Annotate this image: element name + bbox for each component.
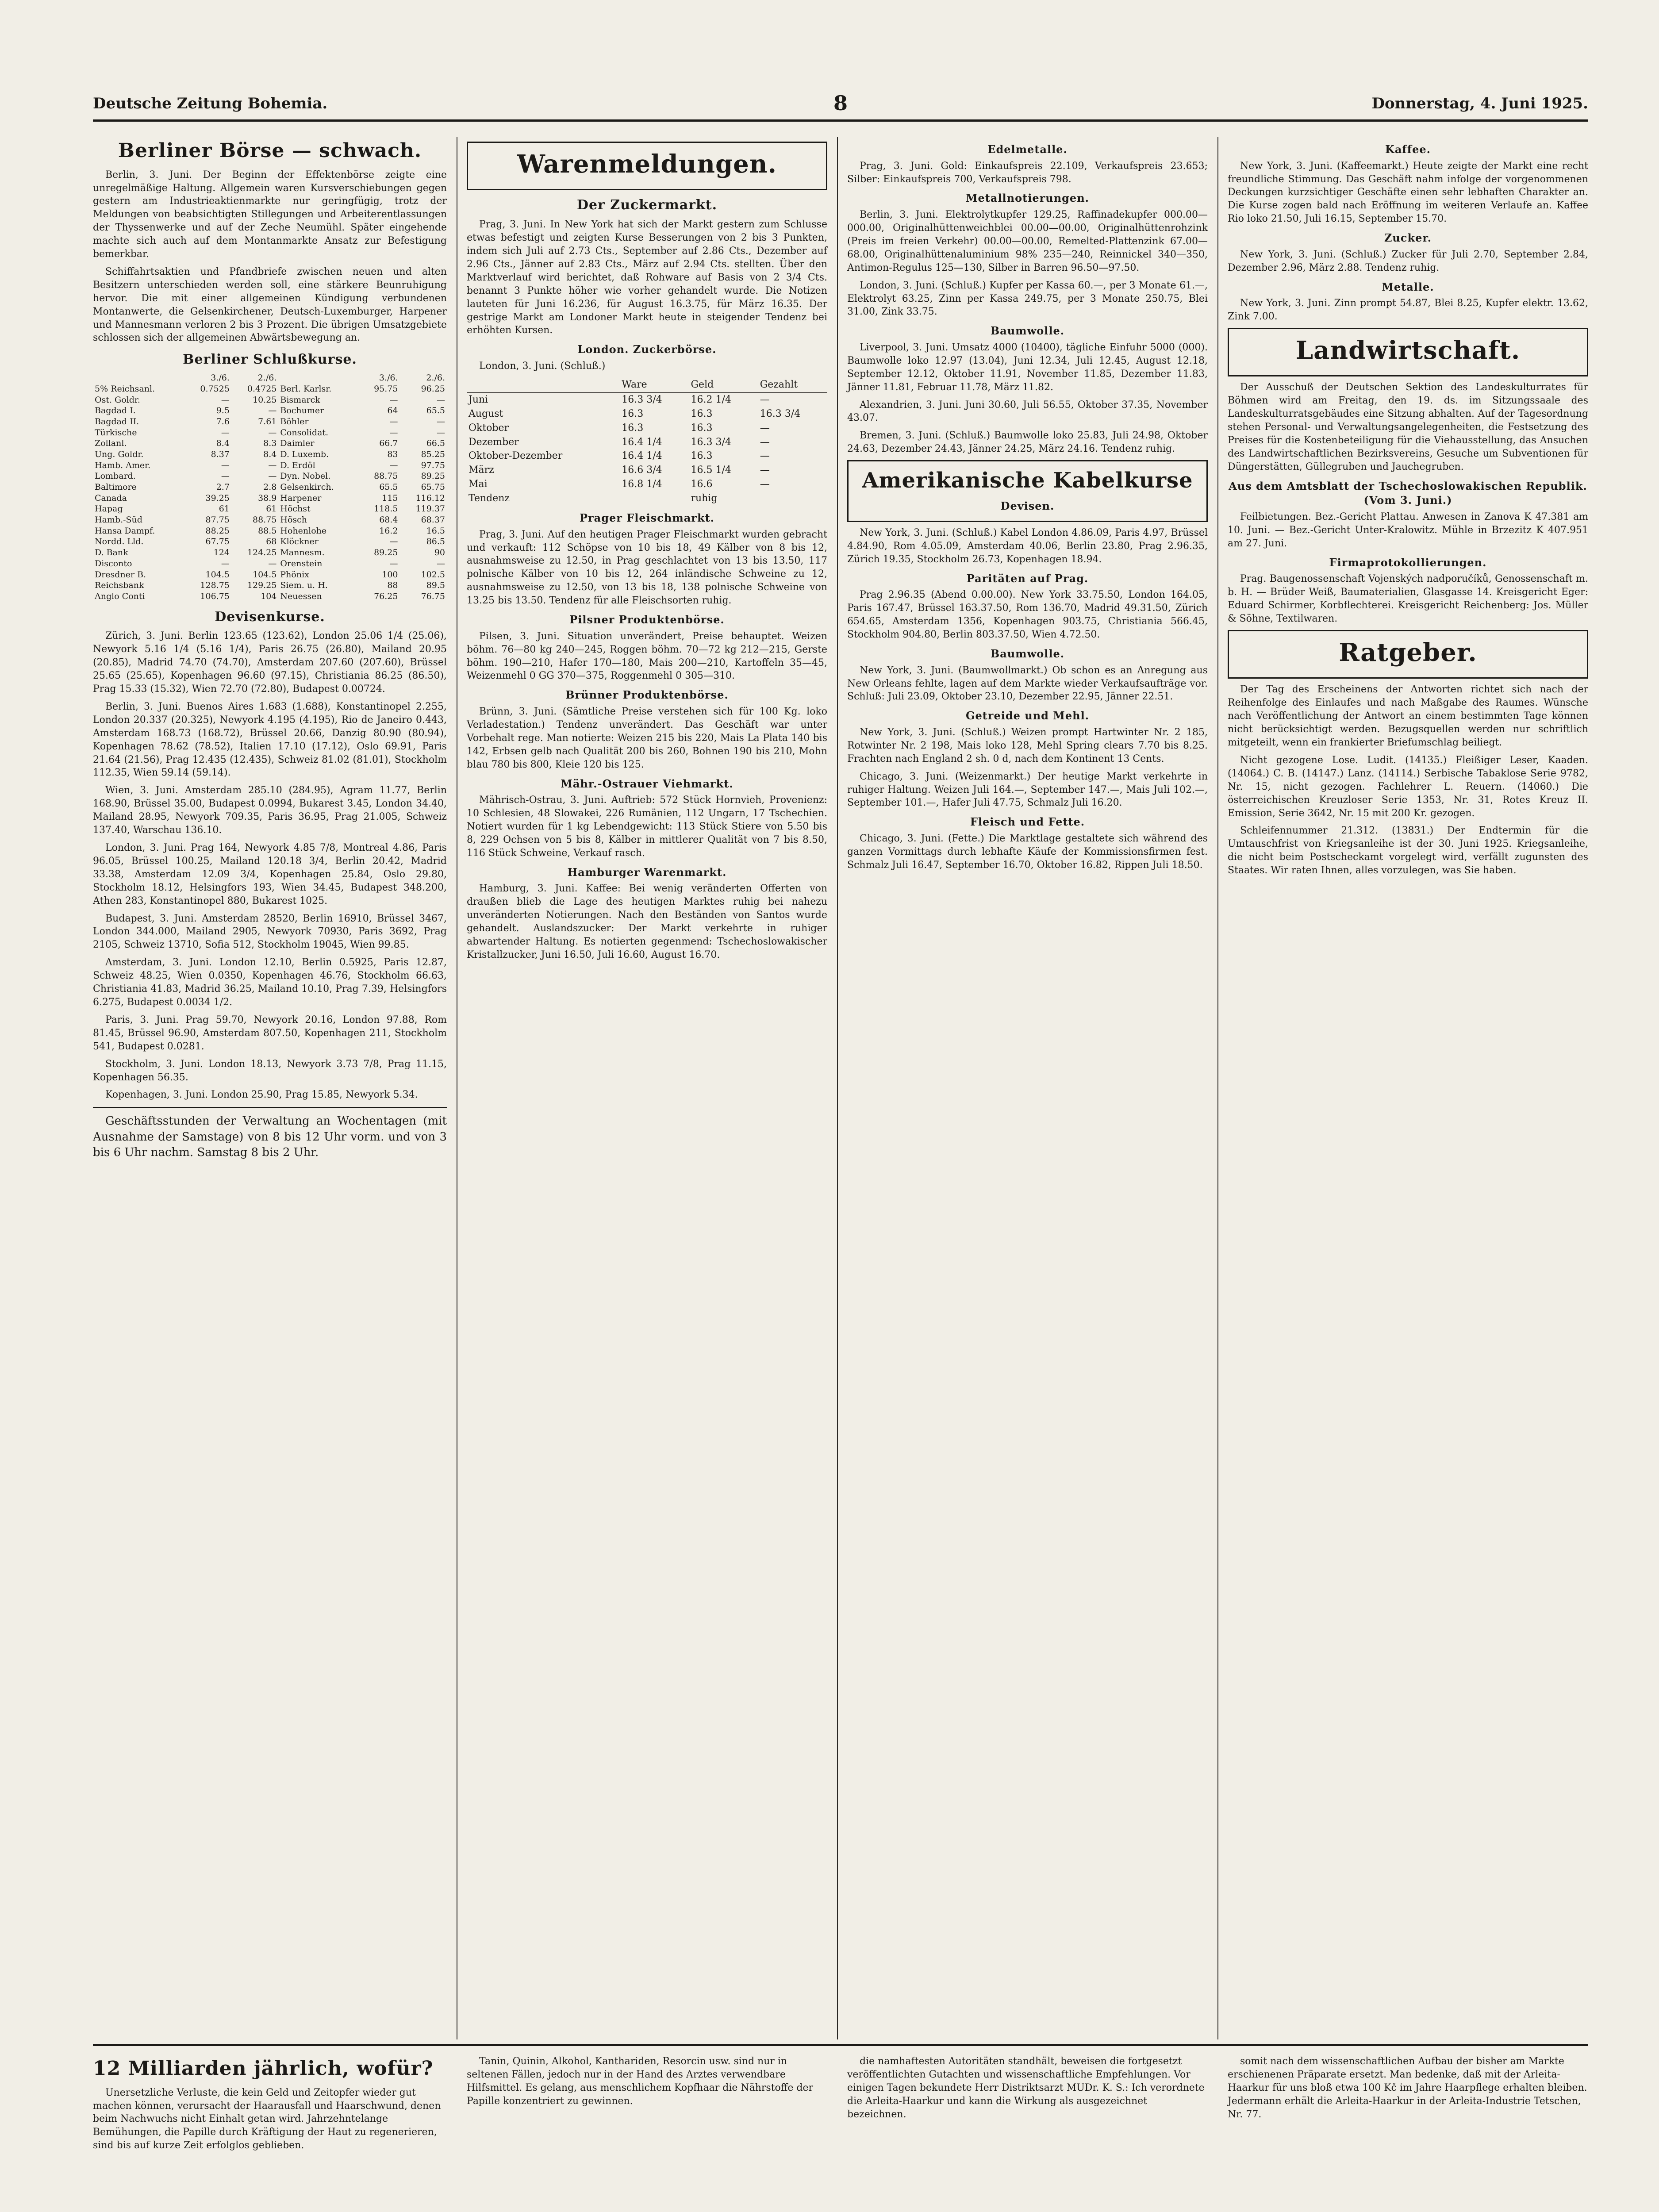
table-cell: Hösch bbox=[280, 515, 307, 525]
table-cell: 16.6 bbox=[691, 479, 713, 490]
table-cell: 124 bbox=[213, 548, 230, 558]
table-cell: 89.25 bbox=[374, 548, 398, 558]
table-row bbox=[93, 503, 447, 515]
table-cell: Juni bbox=[469, 394, 488, 405]
cotton-liverpool: Liverpool, 3. Juni. Umsatz 4000 (10400), tägliche Einfuhr 5000 (000). Baumwolle loko 12.97 (13.04), Juni 12.34, Juli 12.45, August 12.18, September 12.12, Oktober 11.91, November 11.85, Dezember 11.83, Jänner 11.81, Februar 11.78, März 11.82. bbox=[847, 342, 1208, 393]
table-cell: Klöckner bbox=[280, 537, 319, 547]
brno-report: Brünn, 3. Juni. (Sämtliche Preise verstehen sich für 100 Kg. loko Verladestation.) Tendenz unverändert. Das Geschäft war unter Vorbehalt rege. Man notierte: Weizen 215 bis 220, Mais La Plata 140 bis 142, Erbsen gelb nach Qualität 200 bis 260, Bohnen 190 bis 210, Mohn blau 780 bis 800, Kleie 120 bis 125. bbox=[467, 706, 827, 770]
table-cell: Böhler bbox=[280, 416, 309, 426]
table-header: Ware bbox=[620, 377, 689, 392]
table-cell: 95.75 bbox=[374, 384, 398, 394]
meat-fats-heading: Fleisch und Fette. bbox=[970, 815, 1085, 829]
table-cell: 115 bbox=[382, 493, 398, 503]
table-cell: Lombard. bbox=[95, 471, 136, 481]
table-cell: Bagdad I. bbox=[95, 406, 136, 416]
advice-intro: Der Tag des Erscheinens der Antworten richtet sich nach der Reihenfolge des Einlaufes und nach Maßgabe des Raumes. Wünsche nach Veröffentlichung der Antwort an einem bestimmten Tage können nicht berücksichtigt werden. Bezugsquellen werden nur schriftlich mitgeteilt, wenn ein frankierter Briefumschlag beiliegt. bbox=[1228, 684, 1588, 748]
table-cell: — bbox=[760, 436, 770, 448]
table-cell: — bbox=[437, 558, 445, 568]
table-cell: — bbox=[389, 416, 398, 426]
table-cell: — bbox=[389, 537, 398, 547]
official-gazette-heading: Aus dem Amtsblatt der Tschechoslowakischen Republik. (Vom 3. Juni.) bbox=[1229, 479, 1587, 507]
table-cell: — bbox=[437, 416, 445, 426]
column-agriculture-advice bbox=[1228, 137, 1588, 882]
table-row bbox=[467, 463, 827, 477]
firm-registrations-report: Prag. Baugenossenschaft Vojenských nadporučíků, Genossenschaft m. b. H. — Brüder Weiß, Baumaterialien, Glasgasse 14. Kreisgericht Eger: Eduard Schirmer, Korbflechterei. Kreisgericht Reichenberg: Jos. Müller & Söhne, Textilwaren. bbox=[1228, 573, 1588, 625]
table-cell: Siem. u. H. bbox=[280, 580, 328, 591]
table-cell: Höchst bbox=[280, 504, 311, 514]
advice-war-loan: Schleifennummer 21.312. (13831.) Der Endtermin für die Umtauschfrist von Kriegsanleihe ist der 30. Juni 1925. Kriegsanleihe, die nicht beim Postscheckamt vorgelegt wird, verfällt zugunsten des Staates. Wir raten Ihnen, alles vorzulegen, was Sie haben. bbox=[1228, 825, 1588, 876]
table-cell: 38.9 bbox=[258, 493, 277, 503]
table-cell: 88.5 bbox=[258, 526, 277, 536]
table-cell: 16.3 3/4 bbox=[622, 394, 662, 405]
table-cell: 67.75 bbox=[205, 537, 230, 547]
table-cell: 16.5 1/4 bbox=[691, 465, 731, 476]
table-cell: Oktober bbox=[469, 422, 509, 434]
table-cell: — bbox=[437, 395, 445, 405]
ad-column-3 bbox=[847, 2055, 1208, 2126]
table-cell bbox=[620, 492, 689, 506]
masthead-title: Deutsche Zeitung Bohemia. bbox=[93, 95, 328, 112]
table-cell: Dresdner B. bbox=[95, 569, 146, 580]
devisen-london: London, 3. Juni. Prag 164, Newyork 4.85 7/8, Montreal 4.86, Paris 96.05, Brüssel 100.25, Mailand 120.18 3/4, Berlin 20.42, Madrid 33.38, Amsterdam 12.09 3/4, Kopenhagen 25.84, Oslo 29.80, Stockholm 18.12, Helsingfors 193, Wien 34.45, Budapest 348.200, Athen 283, Konstantinopel 880, Bukarest 1025. bbox=[93, 842, 447, 906]
coffee-report: New York, 3. Juni. (Kaffeemarkt.) Heute zeigte der Markt eine recht freundliche Stimmung. Das Geschäft nahm infolge der vorgenommenen Deckungen kurzsichtiger Geschäfte einen sehr lebhaften Charakter an. Die Kurse zogen bald nach Eröffnung im weiteren Verlaufe an. Kaffee Rio loko 21.50, Juli 16.15, September 15.70. bbox=[1228, 160, 1588, 225]
coffee-heading: Kaffee. bbox=[1385, 143, 1431, 156]
table-row bbox=[93, 547, 447, 558]
column-rule bbox=[837, 137, 838, 2039]
ad-column-1 bbox=[93, 2055, 447, 2157]
table-cell: Tendenz bbox=[469, 493, 510, 504]
agriculture-headline: Landwirtschaft. bbox=[1295, 336, 1521, 365]
table-cell: 68.37 bbox=[421, 515, 445, 525]
ad-text-1: Unersetzliche Verluste, die kein Geld und Zeitopfer wieder gut machen können, verursacht der Haarausfall und Haarschwund, denen beim Nachwuchs nicht Einhalt getan wird. Jahrzehntelange Bemühungen, die Papille durch Kräftigung der Haut zu regenerieren, sind bis auf kurze Zeit erfolglos geblieben. bbox=[93, 2087, 441, 2151]
table-cell: 16.4 1/4 bbox=[622, 436, 662, 448]
table-cell: Phönix bbox=[280, 569, 309, 580]
american-cables-report: New York, 3. Juni. (Schluß.) Kabel London 4.86.09, Paris 4.97, Brüssel 4.84.90, Rom 4.05.09, Amsterdam 40.06, Berlin 23.80, Prag 2.96.35, Zürich 19.35, Stockholm 26.73, Kopenhagen 18.94. bbox=[847, 527, 1208, 565]
table-row bbox=[467, 477, 827, 492]
ostrau-report: Mährisch-Ostrau, 3. Juni. Auftrieb: 572 Stück Hornvieh, Provenienz: 10 Schlesien, 48 Slowakei, 226 Rumänien, 112 Ungarn, 17 Tschechien. Notiert wurden für 1 kg Lebendgewicht: 113 Stück Stiere von 5.50 bis 8, 229 Ochsen von 5 bis 8, Kälber in mittlerer Qualität von 7 bis 8.50, 116 Stück Schweine, Verkauf rasch. bbox=[467, 795, 827, 859]
table-cell: ruhig bbox=[691, 493, 718, 504]
table-cell: Harpener bbox=[280, 493, 322, 503]
table-cell: 116.12 bbox=[415, 493, 445, 503]
table-cell: — bbox=[389, 558, 398, 568]
devisen-berlin: Berlin, 3. Juni. Buenos Aires 1.683 (1.688), Konstantinopel 2.255, London 20.337 (20.325), Newyork 4.195 (4.195), Rio de Janeiro 0.443, Amsterdam 168.73 (168.72), Brüssel 20.66, Danzig 80.90 (80.94), Kopenhagen 78.62 (78.52), Italien 17.10 (17.12), Oslo 69.91, Paris 21.64 (21.56), Prag 12.435 (12.435), Schweiz 81.02 (81.01), Stockholm 112.35, Wien 59.14 (59.14). bbox=[93, 701, 447, 779]
table-cell: 66.5 bbox=[426, 438, 445, 449]
table-cell: — bbox=[389, 460, 398, 470]
grain-heading: Getreide und Mehl. bbox=[965, 709, 1090, 722]
ad-text-3: die namhaftesten Autoritäten standhält, beweisen die fortgesetzt veröffentlichten Gutachten und wissenschaftliche Empfehlungen. Vor einigen Tagen bekundete Herr Distriktsarzt MUDr. K. S.: Ich verordnete die Arleita-Haarkur und kann die Wirkung als ausgezeichnet bezeichnen. bbox=[847, 2056, 1205, 2120]
ad-column-2 bbox=[467, 2055, 827, 2112]
berlin-report: Berlin, 3. Juni. Der Beginn der Effektenbörse zeigte eine unregelmäßige Haltung. Allgemein waren Kursverschiebungen gegen gestern am Industrieaktienmarkte nur geringfügig, trotz der Meldungen von beabsichtigten Stillegungen und Arbeiterentlassungen der Thyssenwerke und auf der Zeche Neumühl. Später eingehende machte sich auch auf dem Montanmarkte Ansatz zur Befestigung bemerkbar. bbox=[93, 169, 447, 260]
table-cell: — bbox=[268, 460, 277, 470]
advice-headline: Ratgeber. bbox=[1339, 637, 1477, 667]
table-cell: 2.8 bbox=[263, 482, 277, 492]
ostrau-heading: Mähr.-Ostrauer Viehmarkt. bbox=[561, 777, 733, 790]
table-header bbox=[93, 373, 184, 384]
table-cell: 8.4 bbox=[216, 438, 230, 449]
column-metals-cotton bbox=[847, 137, 1208, 876]
table-row bbox=[93, 427, 447, 438]
table-cell: 87.75 bbox=[205, 515, 230, 525]
grain-chicago-report: Chicago, 3. Juni. (Weizenmarkt.) Der heutige Markt verkehrte in ruhiger Haltung. Weizen Juli 164.—, September 147.—, Mais Juli 102.—, September 101.—, Hafer Juli 47.75, Schmalz Juli 16.20. bbox=[847, 771, 1208, 809]
table-cell: — bbox=[221, 558, 230, 568]
table-cell: D. Erdöl bbox=[280, 460, 315, 470]
table-cell: Hamb. Amer. bbox=[95, 460, 151, 470]
table-cell: Daimler bbox=[280, 438, 315, 449]
ad-headline: 12 Milliarden jährlich, wofür? bbox=[93, 2057, 434, 2080]
table-cell: 65.5 bbox=[379, 482, 398, 492]
table-row bbox=[93, 526, 447, 537]
table-cell: Baltimore bbox=[95, 482, 137, 492]
table-cell: 16.3 bbox=[691, 408, 713, 419]
advice-lottery: Nicht gezogene Lose. Ludit. (14135.) Fleißiger Leser, Kaaden. (14064.) C. B. (14147.) Lanz. (14114.) Serbische Tabaklose Serie 9782, Nr. 15, nicht gezogen. Fachlehrer L. Reuern. (14060.) Die österreichischen Kreuzloser Serie 1353, Nr. 31, Rotes Kreuz II. Emission, Serie 3642, Nr. 15 mit 200 Kr. gezogen. bbox=[1228, 754, 1588, 819]
table-cell: 97.75 bbox=[421, 460, 445, 470]
table-row bbox=[93, 569, 447, 580]
column-commodities bbox=[467, 137, 827, 966]
table-cell: Consolidat. bbox=[280, 427, 329, 438]
table-header: 3./6. bbox=[379, 373, 398, 383]
table-cell: 104 bbox=[261, 591, 277, 601]
table-cell: — bbox=[760, 422, 770, 434]
table-cell: 96.25 bbox=[421, 384, 445, 394]
devisen-amsterdam: Amsterdam, 3. Juni. London 12.10, Berlin 0.5925, Paris 12.87, Schweiz 48.25, Wien 0.0350, Kopenhagen 46.76, Stockholm 66.63, Christiania 41.83, Madrid 36.25, Mailand 10.10, Prag 7.39, Helsingfors 6.275, Budapest 0.0034 1/2. bbox=[93, 957, 447, 1008]
table-cell: 65.75 bbox=[421, 482, 445, 492]
table-row bbox=[93, 558, 447, 569]
advice-headline-box bbox=[1228, 630, 1588, 679]
ad-text-4: somit nach dem wissenschaftlichen Aufbau der bisher am Markte erschienenen Präparate ersetzt. Man bedenke, daß mit der Arleita-Haarkur für uns bloß etwa 100 Kč im Jahre Haarpflege erhalten bleiben. Jedermann erhält die Arleita-Haarkur in der Arleita-Industrie Tetschen, Nr. 77. bbox=[1228, 2056, 1587, 2120]
table-cell: Disconto bbox=[95, 558, 132, 568]
precious-metals-heading: Edelmetalle. bbox=[987, 143, 1068, 156]
table-cell: 76.25 bbox=[374, 591, 398, 601]
table-cell: 104.5 bbox=[252, 569, 277, 580]
masthead bbox=[93, 88, 1588, 122]
table-header: Gezahlt bbox=[758, 377, 827, 392]
sugar-market-report: Prag, 3. Juni. In New York hat sich der Markt gestern zum Schlusse etwas befestigt und zeigten Kurse Besserungen von 2 bis 3 Punkten, indem sich Juli auf 2.73 Cts., September auf 2.86 Cts., Dezember auf 2.96 Cts., Jänner auf 2.83 Cts., März auf 2.94 Cts. stellten. Über den Marktverlauf wird berichtet, daß Rohware auf Basis von 2 3/4 Cts. benannt 3 Punkte höher wie vorher gehandelt wurde. Die Notizen lauteten für Juni 16.236, für August 16.3.75, für März 16.35. Der gestrige Markt am Londoner Markt heute in steigender Tendenz bei erhöhten Kursen. bbox=[467, 219, 827, 336]
table-cell: — bbox=[221, 460, 230, 470]
table-cell bbox=[758, 492, 827, 506]
table-cell: 124.25 bbox=[247, 548, 277, 558]
table-cell: 65.5 bbox=[426, 406, 445, 416]
sugar-market-heading: Der Zuckermarkt. bbox=[576, 197, 718, 213]
table-cell: 16.3 3/4 bbox=[691, 436, 731, 448]
table-cell: Bismarck bbox=[280, 395, 320, 405]
table-cell: Orenstein bbox=[280, 558, 323, 568]
table-header bbox=[278, 373, 360, 384]
table-cell: — bbox=[389, 427, 398, 438]
table-cell: — bbox=[268, 471, 277, 481]
table-cell: — bbox=[268, 427, 277, 438]
table-cell: 8.3 bbox=[263, 438, 277, 449]
table-cell: — bbox=[760, 450, 770, 462]
devisen-heading: Devisenkurse. bbox=[215, 609, 325, 625]
table-cell: Gelsenkirch. bbox=[280, 482, 334, 492]
cotton-alexandria: Alexandrien, 3. Juni. Juni 30.60, Juli 56.55, Oktober 37.35, November 43.07. bbox=[847, 399, 1208, 424]
table-cell: 0.4725 bbox=[247, 384, 277, 394]
table-header: 2./6. bbox=[426, 373, 445, 383]
firm-registrations-heading: Firmaprotokollierungen. bbox=[1329, 556, 1487, 569]
table-cell: 61 bbox=[266, 504, 277, 514]
pilsen-report: Pilsen, 3. Juni. Situation unverändert, Preise behauptet. Weizen böhm. 76—80 kg 240—245, Roggen böhm. 70—72 kg 212—215, Gerste böhm. 190—210, Hafer 170—180, Mais 200—210, Kartoffeln 35—45, Weizenmehl 0 GG 370—375, Roggenmehl 0 305—310. bbox=[467, 630, 827, 682]
cotton-heading: Baumwolle. bbox=[990, 324, 1065, 338]
table-cell: 8.4 bbox=[263, 449, 277, 459]
sugar-ny-report: New York, 3. Juni. (Schluß.) Zucker für Juli 2.70, September 2.84, Dezember 2.96, März 2.88. Tendenz ruhig. bbox=[1228, 249, 1588, 273]
official-gazette-report: Feilbietungen. Bez.-Gericht Plattau. Anwesen in Zanova K 47.381 am 10. Juni. — Bez.-Gericht Unter-Kralowitz. Mühle in Brzezitz K 407.951 am 27. Juni. bbox=[1228, 511, 1588, 549]
table-cell: 66.7 bbox=[379, 438, 398, 449]
table-row bbox=[93, 438, 447, 449]
table-cell: Ung. Goldr. bbox=[95, 449, 144, 459]
closing-rates-table bbox=[93, 373, 447, 602]
table-cell: 64 bbox=[387, 406, 398, 416]
table-cell: 39.25 bbox=[205, 493, 230, 503]
table-cell: Oktober-Dezember bbox=[469, 450, 563, 462]
table-cell: 5% Reichsanl. bbox=[95, 384, 155, 394]
table-cell: 16.6 3/4 bbox=[622, 465, 662, 476]
table-cell: Hohenlohe bbox=[280, 526, 327, 536]
table-header: 2./6. bbox=[257, 373, 277, 383]
prague-parity-heading: Paritäten auf Prag. bbox=[966, 572, 1089, 585]
table-cell: 128.75 bbox=[200, 580, 230, 591]
meat-market-heading: Prager Fleischmarkt. bbox=[579, 511, 715, 525]
table-cell: 88.25 bbox=[205, 526, 230, 536]
table-row bbox=[93, 482, 447, 493]
page-number: 8 bbox=[833, 91, 848, 115]
ad-text-2: Tanin, Quinin, Alkohol, Kanthariden, Resorcin usw. sind nur in seltenen Fällen, jedoch nur in der Hand des Arztes verwendbare Hilfsmittel. Es gelang, aus menschlichem Kopfhaar die Nährstoffe der Papille konzentriert zu gewinnen. bbox=[467, 2056, 814, 2107]
table-row bbox=[467, 407, 827, 421]
table-cell: 129.25 bbox=[247, 580, 277, 591]
table-cell: Mannesm. bbox=[280, 548, 325, 558]
table-cell: 7.6 bbox=[216, 416, 230, 426]
table-cell: 16.5 bbox=[426, 526, 445, 536]
table-cell: Nordd. Lld. bbox=[95, 537, 144, 547]
ad-column-4 bbox=[1228, 2055, 1588, 2126]
table-cell: 16.2 1/4 bbox=[691, 394, 731, 405]
berlin-report-continued: Schiffahrtsaktien und Pfandbriefe zwischen neuen und alten Besitzern unterschieden werden soll, eine stärkere Beunruhigung hervor. Die mit einer allgemeinen Kündigung verbundenen Montanwerte, die Gelsenkirchener, Deutsch-Luxemburger, Harpener und Mannesmann verloren 2 bis 3 Prozent. Die übrigen Umsatzgebiete schlossen sich der allgemeinen Abwärtsbewegung an. bbox=[93, 266, 447, 344]
agriculture-headline-box bbox=[1228, 328, 1588, 376]
american-cables-subhead: Devisen. bbox=[1000, 499, 1055, 513]
devisen-budapest: Budapest, 3. Juni. Amsterdam 28520, Berlin 16910, Brüssel 3467, London 344.000, Mailand 2905, Newyork 70930, Paris 3692, Prag 2105, Schweiz 13710, Sofia 512, Stockholm 19045, Wien 99.85. bbox=[93, 913, 447, 951]
london-sugar-dateline: London, 3. Juni. (Schluß.) bbox=[479, 360, 606, 372]
table-cell: — bbox=[221, 427, 230, 438]
table-cell: 88.75 bbox=[374, 471, 398, 481]
devisen-paris: Paris, 3. Juni. Prag 59.70, Newyork 20.16, London 97.88, Rom 81.45, Brüssel 96.90, Amsterdam 807.50, Kopenhagen 211, Stockholm 541, Budapest 0.0281. bbox=[93, 1014, 447, 1052]
table-row bbox=[93, 471, 447, 482]
table-row bbox=[93, 515, 447, 526]
cotton-bremen: Bremen, 3. Juni. (Schluß.) Baumwolle loko 25.83, Juli 24.98, Oktober 24.63, Dezember 24.43, Jänner 24.25, März 24.16. Tendenz ruhig. bbox=[847, 430, 1208, 455]
table-cell: Hapag bbox=[95, 504, 123, 514]
devisen-stockholm: Stockholm, 3. Juni. London 18.13, Newyork 3.73 7/8, Prag 11.15, Kopenhagen 56.35. bbox=[93, 1058, 447, 1083]
table-cell: 68.4 bbox=[379, 515, 398, 525]
table-cell: März bbox=[469, 465, 494, 476]
table-cell: Hamb.-Süd bbox=[95, 515, 142, 525]
table-row bbox=[93, 395, 447, 406]
table-cell: 83 bbox=[387, 449, 398, 459]
table-cell: 68 bbox=[266, 537, 277, 547]
metals-ny-report: New York, 3. Juni. Zinn prompt 54.87, Blei 8.25, Kupfer elektr. 13.62, Zink 7.00. bbox=[1228, 298, 1588, 323]
table-cell: Ost. Goldr. bbox=[95, 395, 140, 405]
table-cell: — bbox=[760, 465, 770, 476]
masthead-date: Donnerstag, 4. Juni 1925. bbox=[1371, 95, 1588, 112]
table-cell: Türkische bbox=[95, 427, 137, 438]
table-cell: 102.5 bbox=[421, 569, 445, 580]
table-row bbox=[93, 493, 447, 504]
table-header-row bbox=[93, 373, 447, 384]
table-cell: 7.61 bbox=[258, 416, 277, 426]
table-cell: — bbox=[760, 394, 770, 405]
table-cell: 100 bbox=[382, 569, 398, 580]
london-sugar-table bbox=[467, 377, 827, 506]
advertisement-band bbox=[93, 2044, 1588, 2151]
berliner-boerse-headline: Berliner Börse — schwach. bbox=[118, 139, 422, 162]
agriculture-report: Der Ausschuß der Deutschen Sektion des Landeskulturrates für Böhmen wird am Freitag, den 19. ds. im Sitzungssaale des Landeskulturratsgebäudes eine Sitzung abhalten. Auf der Tagesordnung stehen Personal- und Verwaltungsangelegenheiten, die Festsetzung des Preises für die Kostenbeteiligung für die Viehausstellung, das Ansuchen des Landwirtschaftlichen Bezirksvereins, Gesuche um Subventionen für Düngerstätten, Güllegruben und Jauchegruben. bbox=[1228, 382, 1588, 472]
table-row bbox=[467, 392, 827, 407]
metal-quotes-london: London, 3. Juni. (Schluß.) Kupfer per Kassa 60.—, per 3 Monate 61.—, Elektrolyt 63.25, Zinn per Kassa 249.75, per 3 Monate 250.75, Blei 31.00, Zink 33.75. bbox=[847, 280, 1208, 318]
newspaper-page bbox=[93, 88, 1588, 2212]
table-cell: 86.5 bbox=[426, 537, 445, 547]
table-cell: 104.5 bbox=[205, 569, 230, 580]
table-cell: 16.4 1/4 bbox=[622, 450, 662, 462]
table-cell: 85.25 bbox=[421, 449, 445, 459]
hamburg-report: Hamburg, 3. Juni. Kaffee: Bei wenig veränderten Offerten von draußen blieb die Lage des heutigen Marktes ruhig bei nahezu unveränderten Notierungen. Nach den Beständen von Santos wurde gehandelt. Auslandszucker: Der Markt verkehrte in ruhiger abwartender Haltung. Es notierten gegenmend: Tschechoslowakischer Kristallzucker, Juni 16.50, Juli 16.60, August 16.70. bbox=[467, 883, 827, 960]
table-cell: — bbox=[221, 471, 230, 481]
table-cell: — bbox=[221, 395, 230, 405]
table-cell: 16.2 bbox=[379, 526, 398, 536]
warenmeldungen-headline-box bbox=[467, 142, 827, 190]
table-row bbox=[93, 580, 447, 591]
cotton-ny-heading: Baumwolle. bbox=[990, 647, 1065, 660]
devisen-zurich: Zürich, 3. Juni. Berlin 123.65 (123.62), London 25.06 1/4 (25.06), Newyork 5.16 1/4 (5.16 1/4), Paris 26.75 (26.80), Mailand 20.95 (20.85), Madrid 74.70 (74.70), Amsterdam 207.60 (207.60), Brüssel 25.65 (25.65), Kopenhagen 96.60 (97.15), Christiania 86.25 (86.50), Prag 15.33 (15.32), Wien 72.70 (72.80), Budapest 0.00724. bbox=[93, 630, 447, 695]
table-cell: 89.25 bbox=[421, 471, 445, 481]
table-cell: 16.8 1/4 bbox=[622, 479, 662, 490]
table-row bbox=[93, 416, 447, 427]
table-row bbox=[93, 460, 447, 471]
american-cables-box bbox=[847, 460, 1208, 522]
london-sugar-heading: London. Zuckerbörse. bbox=[577, 343, 717, 356]
prague-parity-report: Prag 2.96.35 (Abend 0.00.00). New York 33.75.50, London 164.05, Paris 167.47, Brüssel 163.37.50, Rom 136.70, Madrid 49.31.50, Zürich 654.65, Amsterdam 1356, Kopenhagen 903.75, Christiania 566.45, Stockholm 904.80, Berlin 803.37.50, Wien 4.72.50. bbox=[847, 589, 1208, 641]
table-cell: Anglo Conti bbox=[95, 591, 145, 601]
pilsen-heading: Pilsner Produktenbörse. bbox=[569, 613, 725, 626]
table-cell: Mai bbox=[469, 479, 488, 490]
column-stock-exchange bbox=[93, 137, 447, 1165]
table-cell: 16.3 3/4 bbox=[760, 408, 801, 419]
table-row bbox=[93, 591, 447, 602]
table-cell: 16.3 bbox=[691, 450, 713, 462]
table-cell: — bbox=[268, 406, 277, 416]
table-header bbox=[467, 377, 620, 392]
table-row bbox=[93, 449, 447, 460]
precious-metals-report: Prag, 3. Juni. Gold: Einkaufspreis 22.109, Verkaufspreis 23.653; Silber: Einkaufspreis 700, Verkaufspreis 798. bbox=[847, 160, 1208, 185]
table-cell: Bagdad II. bbox=[95, 416, 139, 426]
table-cell: 118.5 bbox=[374, 504, 398, 514]
grain-ny-report: New York, 3. Juni. (Schluß.) Weizen prompt Hartwinter Nr. 2 185, Rotwinter Nr. 2 198, Mais loko 128, Mehl Spring clears 7.70 bis 8.25. Frachten nach England 2 sh. 0 d, nach dem Kontinent 13 Cents. bbox=[847, 726, 1208, 764]
table-cell: — bbox=[268, 558, 277, 568]
table-row bbox=[93, 384, 447, 395]
metals-ny-heading: Metalle. bbox=[1382, 280, 1434, 293]
devisen-kopenhagen: Kopenhagen, 3. Juni. London 25.90, Prag 15.85, Newyork 5.34. bbox=[105, 1089, 418, 1101]
table-cell: — bbox=[437, 427, 445, 438]
table-row bbox=[467, 449, 827, 463]
table-cell: 9.5 bbox=[216, 406, 230, 416]
warenmeldungen-headline: Warenmeldungen. bbox=[517, 150, 777, 179]
table-row bbox=[467, 421, 827, 435]
table-cell: August bbox=[469, 408, 503, 419]
table-cell: Canada bbox=[95, 493, 127, 503]
table-cell: 90 bbox=[434, 548, 445, 558]
table-cell: 10.25 bbox=[252, 395, 277, 405]
hamburg-heading: Hamburger Warenmarkt. bbox=[567, 865, 727, 879]
table-cell: Dezember bbox=[469, 436, 519, 448]
table-cell: — bbox=[389, 395, 398, 405]
table-header-row bbox=[467, 377, 827, 392]
table-cell: Berl. Karlsr. bbox=[280, 384, 332, 394]
devisen-wien: Wien, 3. Juni. Amsterdam 285.10 (284.95), Agram 11.77, Berlin 168.90, Brüssel 35.00, Budapest 0.0994, Bukarest 3.45, London 34.40, Mailand 28.95, Newyork 709.35, Paris 36.95, Prag 21.005, Schweiz 137.40, Warschau 136.10. bbox=[93, 785, 447, 836]
metal-quotes-heading: Metallnotierungen. bbox=[965, 192, 1090, 205]
table-cell: Hansa Dampf. bbox=[95, 526, 155, 536]
table-cell: — bbox=[760, 479, 770, 490]
table-row bbox=[93, 536, 447, 547]
table-cell: D. Bank bbox=[95, 548, 128, 558]
table-header: 3./6. bbox=[211, 373, 230, 383]
meat-market-report: Prag, 3. Juni. Auf den heutigen Prager Fleischmarkt wurden gebracht und verkauft: 112 Schöpse von 10 bis 18, 49 Kälber von 8 bis 12, ausnahmsweise zu 12.50, in Prag geschlachtet von 13 bis 13.50, 117 polnische Kälber von 10 bis 12, 264 inländische Schweine zu 12, ausnahmsweise zu 12.50, von 13 bis 18, 138 polnische Schweine von 13.25 bis 13.50. Tendenz für alle Fleischsorten ruhig. bbox=[467, 529, 827, 607]
table-row bbox=[93, 405, 447, 416]
table-cell: 0.7525 bbox=[200, 384, 230, 394]
table-header: Geld bbox=[689, 377, 758, 392]
meat-fats-report: Chicago, 3. Juni. (Fette.) Die Marktlage gestaltete sich während des ganzen Vormittags durch lebhafte Käufe der Kommissionsfirmen fest. Schmalz Juli 16.47, September 16.70, Oktober 16.82, Rippen Juli 18.50. bbox=[847, 833, 1208, 871]
table-cell: 61 bbox=[219, 504, 230, 514]
table-cell: 106.75 bbox=[200, 591, 230, 601]
table-cell: 2.7 bbox=[216, 482, 230, 492]
brno-heading: Brünner Produktenbörse. bbox=[565, 688, 729, 702]
table-cell: 88 bbox=[387, 580, 398, 591]
table-cell: 8.37 bbox=[211, 449, 230, 459]
table-cell: 88.75 bbox=[252, 515, 277, 525]
office-hours-notice: Geschäftsstunden der Verwaltung an Wochentagen (mit Ausnahme der Samstage) von 8 bis 12 Uhr vorm. und von 3 bis 6 Uhr nachm. Samstag 8 bis 2 Uhr. bbox=[93, 1114, 447, 1160]
table-cell: 119.37 bbox=[415, 504, 445, 514]
table-row bbox=[467, 435, 827, 449]
table-cell: Dyn. Nobel. bbox=[280, 471, 331, 481]
table-cell: Neuessen bbox=[280, 591, 322, 601]
table-cell: Reichsbank bbox=[95, 580, 144, 591]
table-cell: D. Luxemb. bbox=[280, 449, 329, 459]
table-cell: 76.75 bbox=[421, 591, 445, 601]
column-rule bbox=[1217, 137, 1218, 2039]
american-cables-headline: Amerikanische Kabelkurse bbox=[862, 468, 1193, 493]
table-row bbox=[467, 492, 827, 506]
closing-rates-heading: Berliner Schlußkurse. bbox=[183, 352, 357, 368]
cotton-ny-report: New York, 3. Juni. (Baumwollmarkt.) Ob schon es an Anregung aus New Orleans fehlte, lagen auf dem Markte wieder Verkaufsaufträge vor. Schluß: Juli 23.09, Oktober 23.10, Dezember 22.95, Jänner 22.51. bbox=[847, 664, 1208, 703]
table-cell: 16.3 bbox=[622, 408, 644, 419]
table-cell: Zollanl. bbox=[95, 438, 127, 449]
table-cell: Bochumer bbox=[280, 406, 324, 416]
metal-quotes-berlin: Berlin, 3. Juni. Elektrolytkupfer 129.25, Raffinadekupfer 000.00—000.00, Originalhüttenweichblei 00.00—00.00, Originalhüttenrohzink (Preis im freien Verkehr) 00.00—00.00, Remelted-Plattenzink 67.00—68.00, Originalhüttenaluminium 98% 235—240, Reinnickel 340—350, Antimon-Regulus 125—130, Silber in Barren 96.50—97.50. bbox=[847, 209, 1208, 273]
sugar-ny-heading: Zucker. bbox=[1384, 231, 1432, 245]
table-cell: 16.3 bbox=[622, 422, 644, 434]
table-cell: 89.5 bbox=[426, 580, 445, 591]
table-cell: 16.3 bbox=[691, 422, 713, 434]
divider bbox=[93, 1107, 447, 1108]
